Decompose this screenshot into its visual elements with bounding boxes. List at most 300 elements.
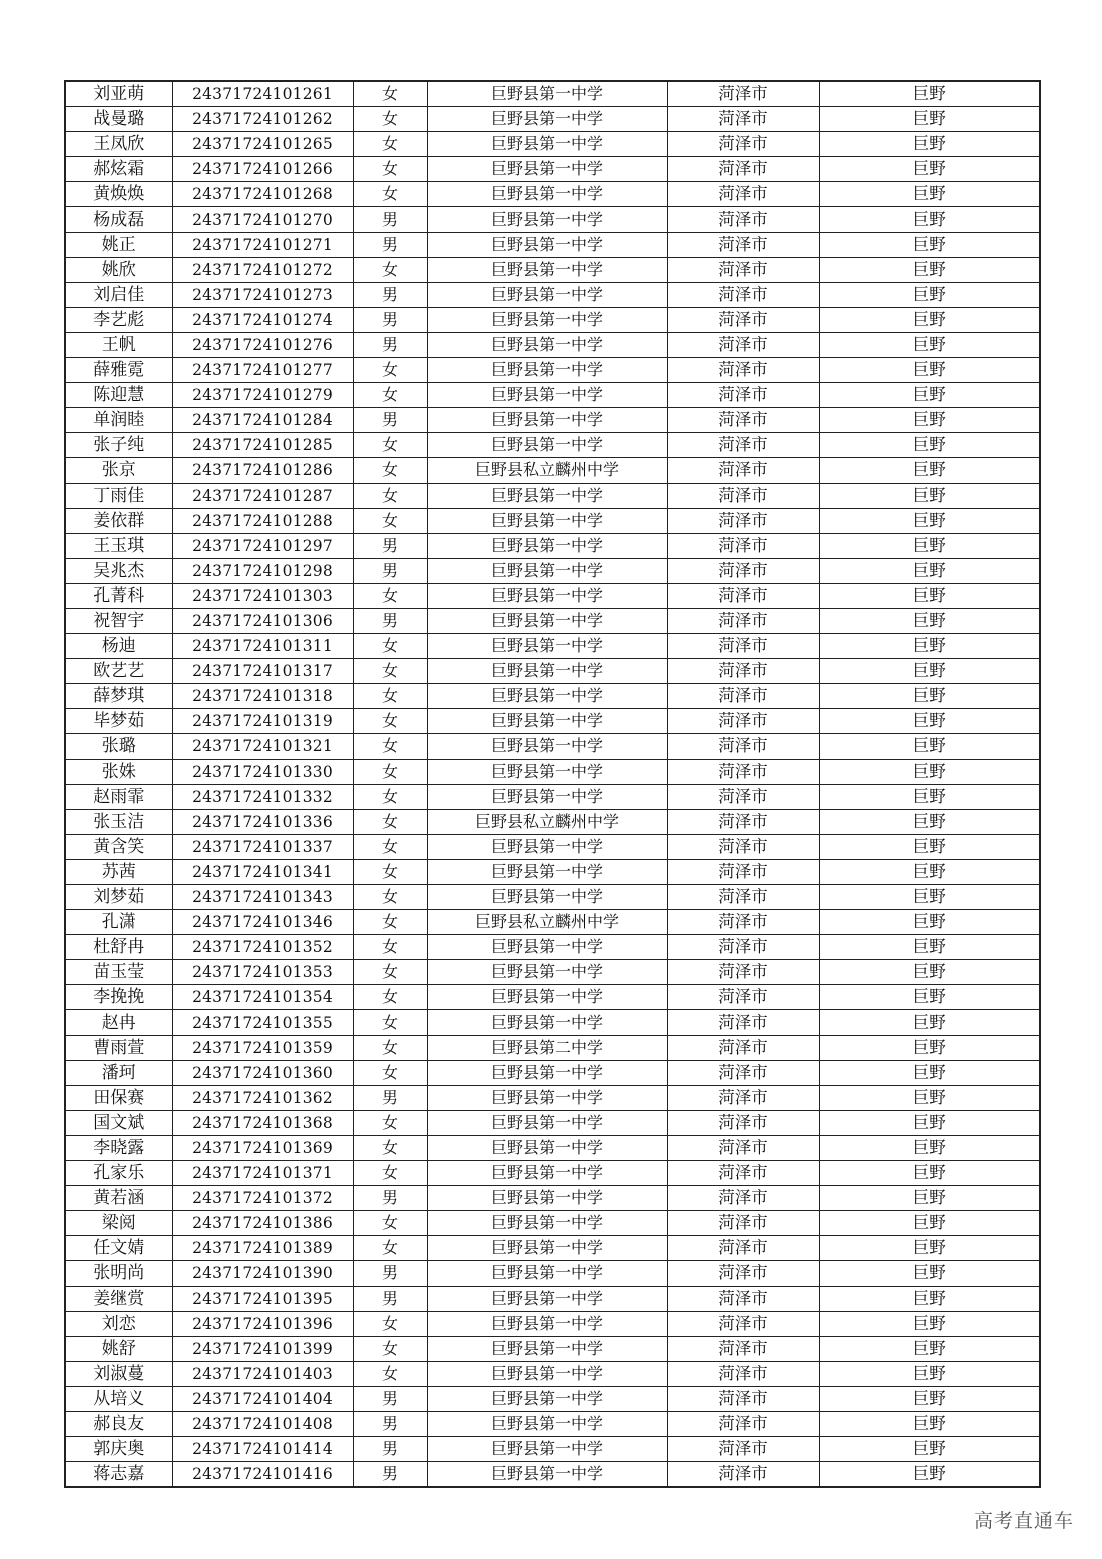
student-name-cell: 薛梦琪 bbox=[65, 684, 172, 709]
student-name-cell: 张玉洁 bbox=[65, 809, 172, 834]
city-cell: 菏泽市 bbox=[667, 634, 819, 659]
county-cell: 巨野 bbox=[819, 1462, 1040, 1488]
gender-cell: 女 bbox=[353, 1135, 427, 1160]
exam-number-cell: 24371724101332 bbox=[172, 784, 353, 809]
table-row bbox=[65, 1110, 1040, 1135]
student-name-cell: 王帆 bbox=[65, 332, 172, 357]
student-name-cell: 刘亚萌 bbox=[65, 81, 172, 107]
student-name-cell: 李挽挽 bbox=[65, 985, 172, 1010]
table-row bbox=[65, 1311, 1040, 1336]
county-cell: 巨野 bbox=[819, 1437, 1040, 1462]
school-name-cell: 巨野县私立麟州中学 bbox=[427, 809, 667, 834]
student-name-cell: 刘启佳 bbox=[65, 282, 172, 307]
city-cell: 菏泽市 bbox=[667, 157, 819, 182]
student-name-cell: 国文斌 bbox=[65, 1110, 172, 1135]
county-cell: 巨野 bbox=[819, 1085, 1040, 1110]
gender-cell: 女 bbox=[353, 1010, 427, 1035]
student-name-cell: 梁阅 bbox=[65, 1211, 172, 1236]
gender-cell: 女 bbox=[353, 182, 427, 207]
gender-cell: 女 bbox=[353, 809, 427, 834]
city-cell: 菏泽市 bbox=[667, 107, 819, 132]
city-cell: 菏泽市 bbox=[667, 809, 819, 834]
table-row bbox=[65, 960, 1040, 985]
table-row bbox=[65, 1361, 1040, 1386]
county-cell: 巨野 bbox=[819, 809, 1040, 834]
city-cell: 菏泽市 bbox=[667, 885, 819, 910]
city-cell: 菏泽市 bbox=[667, 935, 819, 960]
exam-number-cell: 24371724101399 bbox=[172, 1336, 353, 1361]
exam-number-cell: 24371724101318 bbox=[172, 684, 353, 709]
county-cell: 巨野 bbox=[819, 257, 1040, 282]
student-name-cell: 陈迎慧 bbox=[65, 383, 172, 408]
exam-number-cell: 24371724101386 bbox=[172, 1211, 353, 1236]
city-cell: 菏泽市 bbox=[667, 332, 819, 357]
gender-cell: 女 bbox=[353, 458, 427, 483]
city-cell: 菏泽市 bbox=[667, 859, 819, 884]
student-name-cell: 苗玉莹 bbox=[65, 960, 172, 985]
school-name-cell: 巨野县第一中学 bbox=[427, 1462, 667, 1488]
table-row bbox=[65, 132, 1040, 157]
table-row bbox=[65, 1336, 1040, 1361]
table-row bbox=[65, 985, 1040, 1010]
table-row bbox=[65, 759, 1040, 784]
student-name-cell: 赵雨霏 bbox=[65, 784, 172, 809]
gender-cell: 男 bbox=[353, 207, 427, 232]
city-cell: 菏泽市 bbox=[667, 684, 819, 709]
county-cell: 巨野 bbox=[819, 483, 1040, 508]
school-name-cell: 巨野县第一中学 bbox=[427, 483, 667, 508]
gender-cell: 女 bbox=[353, 132, 427, 157]
table-row bbox=[65, 107, 1040, 132]
gender-cell: 女 bbox=[353, 1060, 427, 1085]
table-row bbox=[65, 1437, 1040, 1462]
table-row bbox=[65, 458, 1040, 483]
city-cell: 菏泽市 bbox=[667, 734, 819, 759]
city-cell: 菏泽市 bbox=[667, 1060, 819, 1085]
school-name-cell: 巨野县第一中学 bbox=[427, 1437, 667, 1462]
exam-number-cell: 24371724101287 bbox=[172, 483, 353, 508]
gender-cell: 男 bbox=[353, 332, 427, 357]
gender-cell: 女 bbox=[353, 834, 427, 859]
city-cell: 菏泽市 bbox=[667, 784, 819, 809]
county-cell: 巨野 bbox=[819, 784, 1040, 809]
school-name-cell: 巨野县第一中学 bbox=[427, 985, 667, 1010]
gender-cell: 女 bbox=[353, 383, 427, 408]
school-name-cell: 巨野县第一中学 bbox=[427, 1311, 667, 1336]
exam-number-cell: 24371724101372 bbox=[172, 1186, 353, 1211]
student-name-cell: 郝良友 bbox=[65, 1411, 172, 1436]
student-name-cell: 李艺彪 bbox=[65, 307, 172, 332]
school-name-cell: 巨野县第一中学 bbox=[427, 709, 667, 734]
city-cell: 菏泽市 bbox=[667, 307, 819, 332]
school-name-cell: 巨野县第一中学 bbox=[427, 659, 667, 684]
exam-number-cell: 24371724101337 bbox=[172, 834, 353, 859]
county-cell: 巨野 bbox=[819, 684, 1040, 709]
exam-number-cell: 24371724101284 bbox=[172, 408, 353, 433]
county-cell: 巨野 bbox=[819, 1236, 1040, 1261]
exam-number-cell: 24371724101403 bbox=[172, 1361, 353, 1386]
student-name-cell: 孔潇 bbox=[65, 910, 172, 935]
exam-number-cell: 24371724101266 bbox=[172, 157, 353, 182]
gender-cell: 男 bbox=[353, 1462, 427, 1488]
table-row bbox=[65, 257, 1040, 282]
exam-number-cell: 24371724101396 bbox=[172, 1311, 353, 1336]
gender-cell: 女 bbox=[353, 910, 427, 935]
student-name-cell: 吴兆杰 bbox=[65, 558, 172, 583]
city-cell: 菏泽市 bbox=[667, 1361, 819, 1386]
table-body bbox=[65, 81, 1040, 1487]
exam-number-cell: 24371724101389 bbox=[172, 1236, 353, 1261]
city-cell: 菏泽市 bbox=[667, 1437, 819, 1462]
county-cell: 巨野 bbox=[819, 533, 1040, 558]
city-cell: 菏泽市 bbox=[667, 458, 819, 483]
city-cell: 菏泽市 bbox=[667, 558, 819, 583]
school-name-cell: 巨野县第一中学 bbox=[427, 558, 667, 583]
gender-cell: 女 bbox=[353, 634, 427, 659]
county-cell: 巨野 bbox=[819, 1161, 1040, 1186]
county-cell: 巨野 bbox=[819, 207, 1040, 232]
exam-number-cell: 24371724101271 bbox=[172, 232, 353, 257]
city-cell: 菏泽市 bbox=[667, 508, 819, 533]
student-name-cell: 丁雨佳 bbox=[65, 483, 172, 508]
student-name-cell: 杜舒冉 bbox=[65, 935, 172, 960]
city-cell: 菏泽市 bbox=[667, 960, 819, 985]
student-name-cell: 王玉琪 bbox=[65, 533, 172, 558]
school-name-cell: 巨野县第一中学 bbox=[427, 307, 667, 332]
school-name-cell: 巨野县第一中学 bbox=[427, 508, 667, 533]
table-row bbox=[65, 282, 1040, 307]
gender-cell: 男 bbox=[353, 1261, 427, 1286]
city-cell: 菏泽市 bbox=[667, 257, 819, 282]
county-cell: 巨野 bbox=[819, 859, 1040, 884]
school-name-cell: 巨野县第一中学 bbox=[427, 1135, 667, 1160]
gender-cell: 女 bbox=[353, 985, 427, 1010]
exam-number-cell: 24371724101319 bbox=[172, 709, 353, 734]
county-cell: 巨野 bbox=[819, 383, 1040, 408]
exam-number-cell: 24371724101359 bbox=[172, 1035, 353, 1060]
city-cell: 菏泽市 bbox=[667, 1161, 819, 1186]
county-cell: 巨野 bbox=[819, 408, 1040, 433]
student-name-cell: 张明尚 bbox=[65, 1261, 172, 1286]
table-row bbox=[65, 1286, 1040, 1311]
school-name-cell: 巨野县第一中学 bbox=[427, 1060, 667, 1085]
school-name-cell: 巨野县第一中学 bbox=[427, 1186, 667, 1211]
table-row bbox=[65, 157, 1040, 182]
school-name-cell: 巨野县第一中学 bbox=[427, 107, 667, 132]
exam-number-cell: 24371724101352 bbox=[172, 935, 353, 960]
city-cell: 菏泽市 bbox=[667, 759, 819, 784]
gender-cell: 男 bbox=[353, 1386, 427, 1411]
exam-number-cell: 24371724101408 bbox=[172, 1411, 353, 1436]
city-cell: 菏泽市 bbox=[667, 1211, 819, 1236]
county-cell: 巨野 bbox=[819, 1211, 1040, 1236]
exam-number-cell: 24371724101362 bbox=[172, 1085, 353, 1110]
gender-cell: 女 bbox=[353, 1336, 427, 1361]
school-name-cell: 巨野县第一中学 bbox=[427, 1110, 667, 1135]
student-name-cell: 张子纯 bbox=[65, 433, 172, 458]
student-name-cell: 姜继赏 bbox=[65, 1286, 172, 1311]
county-cell: 巨野 bbox=[819, 282, 1040, 307]
school-name-cell: 巨野县第一中学 bbox=[427, 784, 667, 809]
exam-number-cell: 24371724101317 bbox=[172, 659, 353, 684]
gender-cell: 女 bbox=[353, 960, 427, 985]
school-name-cell: 巨野县第一中学 bbox=[427, 634, 667, 659]
exam-number-cell: 24371724101286 bbox=[172, 458, 353, 483]
exam-number-cell: 24371724101330 bbox=[172, 759, 353, 784]
exam-number-cell: 24371724101343 bbox=[172, 885, 353, 910]
gender-cell: 女 bbox=[353, 709, 427, 734]
city-cell: 菏泽市 bbox=[667, 132, 819, 157]
county-cell: 巨野 bbox=[819, 1010, 1040, 1035]
student-name-cell: 郭庆奥 bbox=[65, 1437, 172, 1462]
table-row bbox=[65, 608, 1040, 633]
county-cell: 巨野 bbox=[819, 157, 1040, 182]
school-name-cell: 巨野县第一中学 bbox=[427, 207, 667, 232]
exam-number-cell: 24371724101311 bbox=[172, 634, 353, 659]
student-name-cell: 孔家乐 bbox=[65, 1161, 172, 1186]
school-name-cell: 巨野县第一中学 bbox=[427, 1161, 667, 1186]
table-row bbox=[65, 935, 1040, 960]
county-cell: 巨野 bbox=[819, 759, 1040, 784]
gender-cell: 男 bbox=[353, 1437, 427, 1462]
table-row bbox=[65, 634, 1040, 659]
county-cell: 巨野 bbox=[819, 1186, 1040, 1211]
table-row bbox=[65, 1462, 1040, 1488]
school-name-cell: 巨野县第一中学 bbox=[427, 1336, 667, 1361]
exam-number-cell: 24371724101285 bbox=[172, 433, 353, 458]
county-cell: 巨野 bbox=[819, 1311, 1040, 1336]
table-row bbox=[65, 358, 1040, 383]
school-name-cell: 巨野县私立麟州中学 bbox=[427, 910, 667, 935]
gender-cell: 女 bbox=[353, 1161, 427, 1186]
school-name-cell: 巨野县第一中学 bbox=[427, 383, 667, 408]
table-row bbox=[65, 659, 1040, 684]
exam-number-cell: 24371724101371 bbox=[172, 1161, 353, 1186]
school-name-cell: 巨野县第一中学 bbox=[427, 1211, 667, 1236]
school-name-cell: 巨野县第一中学 bbox=[427, 257, 667, 282]
county-cell: 巨野 bbox=[819, 1060, 1040, 1085]
county-cell: 巨野 bbox=[819, 709, 1040, 734]
table-row bbox=[65, 1386, 1040, 1411]
county-cell: 巨野 bbox=[819, 834, 1040, 859]
gender-cell: 女 bbox=[353, 508, 427, 533]
county-cell: 巨野 bbox=[819, 1411, 1040, 1436]
school-name-cell: 巨野县第一中学 bbox=[427, 834, 667, 859]
table-row bbox=[65, 1411, 1040, 1436]
table-row bbox=[65, 910, 1040, 935]
table-row bbox=[65, 408, 1040, 433]
county-cell: 巨野 bbox=[819, 1261, 1040, 1286]
city-cell: 菏泽市 bbox=[667, 433, 819, 458]
city-cell: 菏泽市 bbox=[667, 1261, 819, 1286]
school-name-cell: 巨野县第一中学 bbox=[427, 408, 667, 433]
table-row bbox=[65, 809, 1040, 834]
exam-number-cell: 24371724101306 bbox=[172, 608, 353, 633]
county-cell: 巨野 bbox=[819, 960, 1040, 985]
exam-number-cell: 24371724101416 bbox=[172, 1462, 353, 1488]
table-row bbox=[65, 1010, 1040, 1035]
watermark-text: 高考直通车 bbox=[973, 1510, 1074, 1532]
county-cell: 巨野 bbox=[819, 182, 1040, 207]
gender-cell: 女 bbox=[353, 358, 427, 383]
school-name-cell: 巨野县第一中学 bbox=[427, 232, 667, 257]
gender-cell: 男 bbox=[353, 1286, 427, 1311]
gender-cell: 男 bbox=[353, 558, 427, 583]
exam-number-cell: 24371724101272 bbox=[172, 257, 353, 282]
student-name-cell: 毕梦茹 bbox=[65, 709, 172, 734]
student-name-cell: 张姝 bbox=[65, 759, 172, 784]
exam-number-cell: 24371724101346 bbox=[172, 910, 353, 935]
city-cell: 菏泽市 bbox=[667, 709, 819, 734]
city-cell: 菏泽市 bbox=[667, 1035, 819, 1060]
table-row bbox=[65, 834, 1040, 859]
student-name-cell: 单润睦 bbox=[65, 408, 172, 433]
school-name-cell: 巨野县第一中学 bbox=[427, 1286, 667, 1311]
student-name-cell: 刘淑蔓 bbox=[65, 1361, 172, 1386]
school-name-cell: 巨野县第一中学 bbox=[427, 157, 667, 182]
student-name-cell: 黄若涵 bbox=[65, 1186, 172, 1211]
county-cell: 巨野 bbox=[819, 232, 1040, 257]
county-cell: 巨野 bbox=[819, 583, 1040, 608]
table-row bbox=[65, 533, 1040, 558]
county-cell: 巨野 bbox=[819, 433, 1040, 458]
city-cell: 菏泽市 bbox=[667, 910, 819, 935]
exam-number-cell: 24371724101303 bbox=[172, 583, 353, 608]
exam-number-cell: 24371724101288 bbox=[172, 508, 353, 533]
student-name-cell: 战曼璐 bbox=[65, 107, 172, 132]
table-row bbox=[65, 734, 1040, 759]
student-name-cell: 刘恋 bbox=[65, 1311, 172, 1336]
county-cell: 巨野 bbox=[819, 81, 1040, 107]
student-name-cell: 李晓露 bbox=[65, 1135, 172, 1160]
table-row bbox=[65, 1236, 1040, 1261]
table-row bbox=[65, 383, 1040, 408]
school-name-cell: 巨野县第一中学 bbox=[427, 1411, 667, 1436]
gender-cell: 女 bbox=[353, 734, 427, 759]
city-cell: 菏泽市 bbox=[667, 1085, 819, 1110]
table-row bbox=[65, 1261, 1040, 1286]
school-name-cell: 巨野县第一中学 bbox=[427, 1010, 667, 1035]
school-name-cell: 巨野县第一中学 bbox=[427, 960, 667, 985]
county-cell: 巨野 bbox=[819, 1286, 1040, 1311]
student-name-cell: 薛雅霓 bbox=[65, 358, 172, 383]
gender-cell: 女 bbox=[353, 859, 427, 884]
gender-cell: 男 bbox=[353, 232, 427, 257]
city-cell: 菏泽市 bbox=[667, 834, 819, 859]
exam-number-cell: 24371724101276 bbox=[172, 332, 353, 357]
school-name-cell: 巨野县第一中学 bbox=[427, 583, 667, 608]
table-row bbox=[65, 207, 1040, 232]
exam-number-cell: 24371724101268 bbox=[172, 182, 353, 207]
student-name-cell: 姚舒 bbox=[65, 1336, 172, 1361]
student-name-cell: 欧艺艺 bbox=[65, 659, 172, 684]
student-name-cell: 赵冉 bbox=[65, 1010, 172, 1035]
school-name-cell: 巨野县第一中学 bbox=[427, 1386, 667, 1411]
school-name-cell: 巨野县第一中学 bbox=[427, 759, 667, 784]
county-cell: 巨野 bbox=[819, 985, 1040, 1010]
county-cell: 巨野 bbox=[819, 634, 1040, 659]
exam-number-cell: 24371724101273 bbox=[172, 282, 353, 307]
county-cell: 巨野 bbox=[819, 458, 1040, 483]
city-cell: 菏泽市 bbox=[667, 1386, 819, 1411]
exam-number-cell: 24371724101414 bbox=[172, 1437, 353, 1462]
school-name-cell: 巨野县第一中学 bbox=[427, 1085, 667, 1110]
gender-cell: 男 bbox=[353, 1085, 427, 1110]
table-row bbox=[65, 483, 1040, 508]
school-name-cell: 巨野县第一中学 bbox=[427, 1236, 667, 1261]
county-cell: 巨野 bbox=[819, 132, 1040, 157]
county-cell: 巨野 bbox=[819, 1361, 1040, 1386]
gender-cell: 女 bbox=[353, 1211, 427, 1236]
school-name-cell: 巨野县第一中学 bbox=[427, 885, 667, 910]
county-cell: 巨野 bbox=[819, 307, 1040, 332]
table-row bbox=[65, 307, 1040, 332]
exam-number-cell: 24371724101277 bbox=[172, 358, 353, 383]
gender-cell: 女 bbox=[353, 1361, 427, 1386]
student-name-cell: 任文婧 bbox=[65, 1236, 172, 1261]
city-cell: 菏泽市 bbox=[667, 1286, 819, 1311]
city-cell: 菏泽市 bbox=[667, 583, 819, 608]
school-name-cell: 巨野县第一中学 bbox=[427, 608, 667, 633]
exam-number-cell: 24371724101395 bbox=[172, 1286, 353, 1311]
exam-number-cell: 24371724101261 bbox=[172, 81, 353, 107]
gender-cell: 女 bbox=[353, 107, 427, 132]
student-name-cell: 姚欣 bbox=[65, 257, 172, 282]
county-cell: 巨野 bbox=[819, 935, 1040, 960]
exam-number-cell: 24371724101262 bbox=[172, 107, 353, 132]
school-name-cell: 巨野县第一中学 bbox=[427, 182, 667, 207]
gender-cell: 男 bbox=[353, 608, 427, 633]
city-cell: 菏泽市 bbox=[667, 1336, 819, 1361]
table-row bbox=[65, 182, 1040, 207]
student-name-cell: 郝炫霜 bbox=[65, 157, 172, 182]
county-cell: 巨野 bbox=[819, 558, 1040, 583]
city-cell: 菏泽市 bbox=[667, 1311, 819, 1336]
exam-number-cell: 24371724101341 bbox=[172, 859, 353, 884]
table-row bbox=[65, 332, 1040, 357]
county-cell: 巨野 bbox=[819, 358, 1040, 383]
exam-number-cell: 24371724101353 bbox=[172, 960, 353, 985]
table-row bbox=[65, 81, 1040, 107]
gender-cell: 女 bbox=[353, 157, 427, 182]
gender-cell: 女 bbox=[353, 583, 427, 608]
city-cell: 菏泽市 bbox=[667, 659, 819, 684]
gender-cell: 女 bbox=[353, 1110, 427, 1135]
school-name-cell: 巨野县第一中学 bbox=[427, 684, 667, 709]
exam-number-cell: 24371724101297 bbox=[172, 533, 353, 558]
student-name-cell: 从培义 bbox=[65, 1386, 172, 1411]
student-name-cell: 王凤欣 bbox=[65, 132, 172, 157]
gender-cell: 男 bbox=[353, 1186, 427, 1211]
gender-cell: 男 bbox=[353, 282, 427, 307]
gender-cell: 女 bbox=[353, 1236, 427, 1261]
gender-cell: 女 bbox=[353, 433, 427, 458]
city-cell: 菏泽市 bbox=[667, 408, 819, 433]
city-cell: 菏泽市 bbox=[667, 182, 819, 207]
county-cell: 巨野 bbox=[819, 910, 1040, 935]
student-name-cell: 潘珂 bbox=[65, 1060, 172, 1085]
student-name-cell: 黄含笑 bbox=[65, 834, 172, 859]
table-row bbox=[65, 1060, 1040, 1085]
student-list-table bbox=[64, 80, 1041, 1488]
table-row bbox=[65, 1161, 1040, 1186]
student-name-cell: 张璐 bbox=[65, 734, 172, 759]
gender-cell: 男 bbox=[353, 408, 427, 433]
exam-number-cell: 24371724101274 bbox=[172, 307, 353, 332]
table-row bbox=[65, 1211, 1040, 1236]
exam-number-cell: 24371724101354 bbox=[172, 985, 353, 1010]
table-row bbox=[65, 859, 1040, 884]
